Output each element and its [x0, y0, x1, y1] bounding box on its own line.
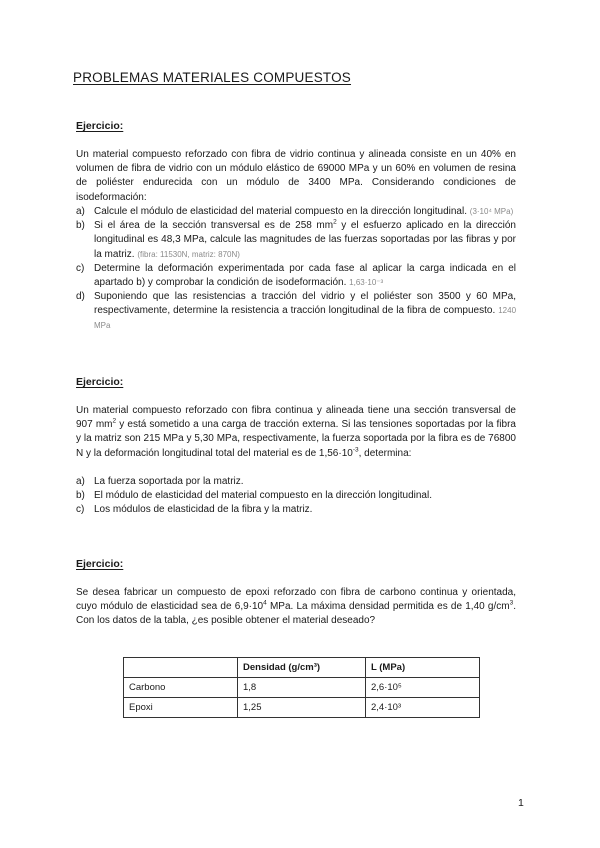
exercise-1-item-a: [76, 205, 516, 219]
item-text: El módulo de elasticidad del material compuesto en la dirección longitudinal.: [94, 490, 432, 502]
table-cell: 1,25: [238, 698, 366, 718]
exercise-2-item-a: [76, 475, 516, 489]
intro-text: Un material compuesto reforzado con fibra continua y alineada tiene una sección transversal de 907 mm: [76, 405, 516, 431]
table-cell: Epoxi: [124, 698, 238, 718]
table-header-row: [124, 658, 480, 678]
exercise-1-item-b: [76, 219, 516, 262]
item-text: La fuerza soportada por la matriz.: [94, 476, 244, 487]
item-label: b): [76, 220, 85, 232]
item-text: Los módulos de elasticidad de la fibra y la matriz.: [94, 504, 313, 516]
table-row: [124, 698, 480, 718]
item-label: b): [76, 490, 85, 502]
intro-text-end: , determina:: [358, 447, 412, 459]
item-text-cont: y el esfuerzo aplicado en la dirección longitudinal es 48,3 MPa, calcule las magnitudes de las fuerzas soportadas por las fibras y por la matriz.: [94, 220, 516, 260]
item-answer: (fibra: 11530N, matriz: 870N): [137, 249, 240, 259]
exercise-2-item-b: [76, 489, 516, 503]
intro-text: Se desea fabricar un compuesto de epoxi reforzado con fibra de carbono continua y orientada, cuyo módulo de elasticidad sea de 6,9·10: [76, 587, 516, 613]
superscript: 3: [509, 599, 514, 607]
table-header-cell: L (MPa): [366, 658, 480, 678]
item-answer: (3·10⁴ MPa): [469, 207, 514, 216]
intro-text-cont: MPa. La máxima densidad permitida es de 1,40 g/cm: [266, 601, 510, 613]
item-text: Suponiendo que las resistencias a tracción del vidrio y el poliéster son 3500 y 60 MPa, respectivamente, determine la resistencia a tracción longitudinal de la fibra de compuesto.: [94, 291, 516, 317]
table-header-cell: [124, 658, 238, 678]
item-label: a): [76, 476, 85, 487]
page-number: 1: [518, 797, 524, 809]
table-row: [124, 678, 480, 698]
item-label: c): [76, 504, 85, 516]
intro-text-cont: y está sometido a una carga de tracción externa. Si las tensiones soportadas por la fibra y la matriz son 215 MPa y 5,30 MPa, respectivamente, la fuerza soportada por la fibra es de 76800 N y la deformación longitudinal total del material es de 1,56·10: [76, 419, 516, 459]
item-text: Determine la deformación experimentada por cada fase al aplicar la carga indicada en el apartado b) y comprobar la condición de isodeformación.: [94, 262, 516, 289]
item-text: Calcule el módulo de elasticidad del material compuesto en la dirección longitudinal.: [94, 206, 467, 217]
table-cell: 2,4·10³: [366, 698, 480, 718]
exercise-3-intro: [76, 586, 516, 629]
exercise-2-item-c: [76, 503, 516, 517]
table-cell: Carbono: [124, 678, 238, 698]
superscript: 4: [263, 599, 267, 607]
item-label: c): [76, 262, 85, 274]
materials-table: [123, 657, 480, 718]
item-text: Si el área de la sección transversal es de 258 mm: [94, 220, 334, 232]
exercise-1-heading: Ejercicio:: [76, 120, 124, 132]
table-cell: 2,6·10⁵: [366, 678, 480, 698]
exercise-2-heading: Ejercicio:: [76, 376, 124, 388]
exercise-2-intro: [76, 404, 516, 461]
exercise-3-heading: Ejercicio:: [76, 558, 124, 570]
item-answer: 1,63·10⁻³: [349, 278, 384, 288]
exercise-1-intro: Un material compuesto reforzado con fibra de vidrio continua y alineada consiste en un 40% en volumen de fibra de vidrio con un módulo elástico de 69000 MPa y un 60% en volumen de resina de poliéster endurecida con un módulo de 3400 MPa. Considerando condiciones de isodeformación:: [76, 149, 516, 203]
exercise-1-list: [76, 205, 516, 333]
superscript: -3: [352, 446, 359, 454]
page-title: PROBLEMAS MATERIALES COMPUESTOS: [73, 70, 352, 85]
item-label: d): [76, 291, 85, 303]
superscript: 2: [112, 417, 117, 425]
table-header-cell: Densidad (g/cm³): [238, 658, 366, 678]
item-answer: 1240 MPa: [94, 306, 517, 330]
table-cell: 1,8: [238, 678, 366, 698]
intro-text-end: . Con los datos de la tabla, ¿es posible obtener el material deseado?: [76, 601, 516, 627]
exercise-2-list: [76, 475, 516, 518]
exercise-1-item-c: [76, 262, 516, 290]
superscript: 2: [333, 218, 337, 226]
exercise-1-item-d: [76, 290, 516, 333]
item-label: a): [76, 206, 85, 217]
